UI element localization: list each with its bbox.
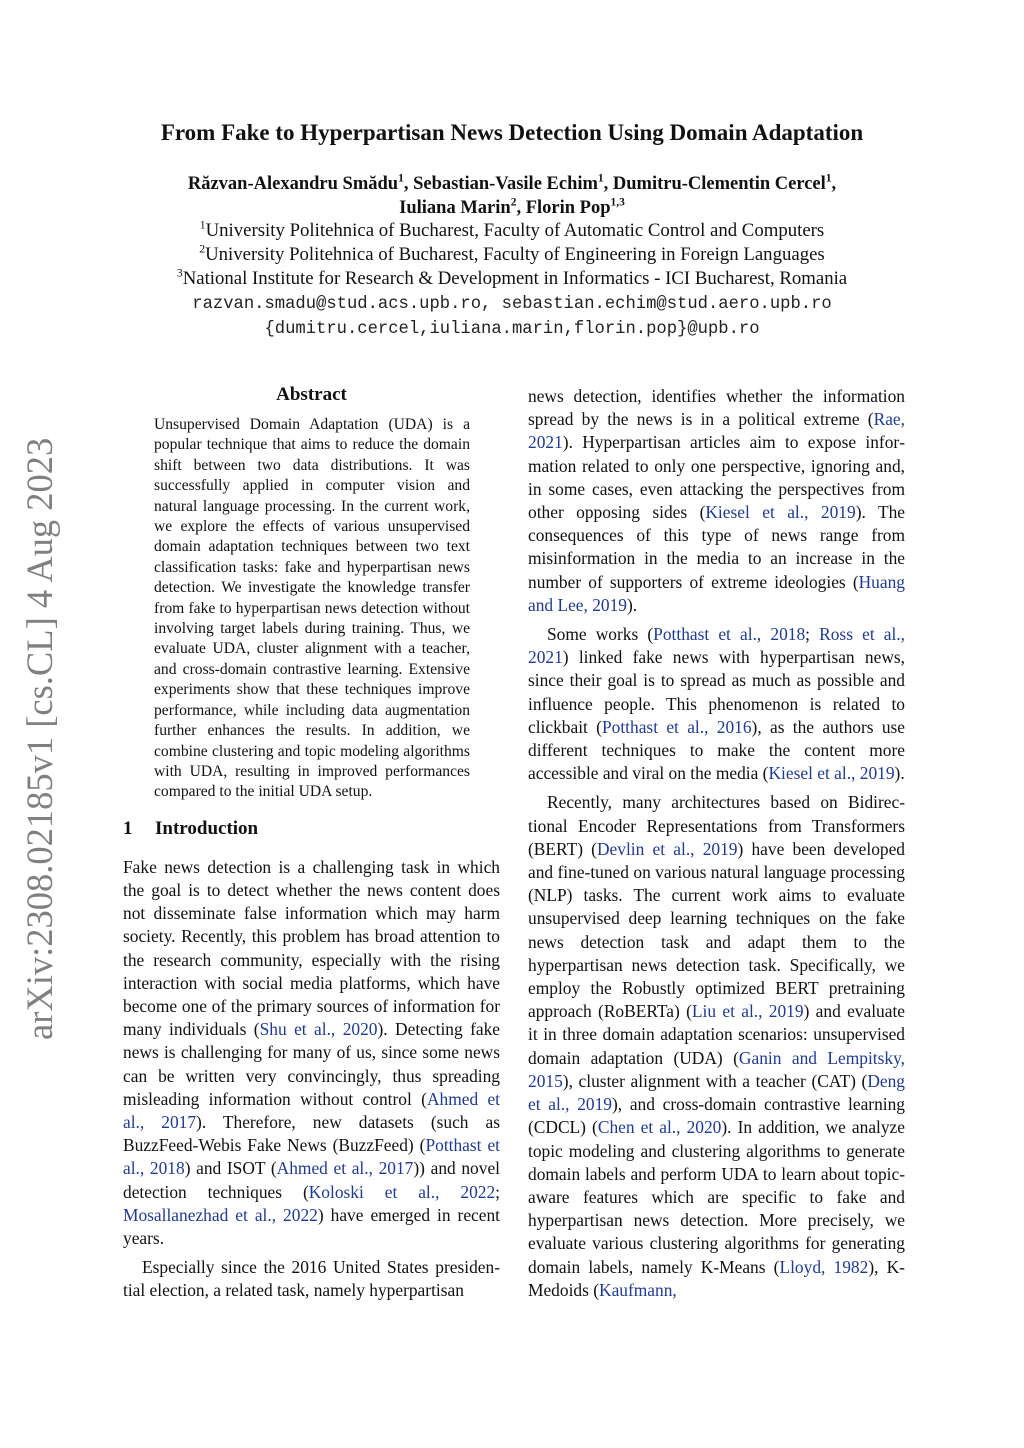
section-heading xyxy=(123,817,500,841)
citation-link[interactable]: Potthast et al., 2016 xyxy=(601,716,752,737)
citation-link[interactable]: Lloyd, 1982 xyxy=(779,1256,869,1277)
citation-link[interactable]: Kiesel et al., 2019 xyxy=(705,502,856,523)
body-paragraph xyxy=(528,385,905,617)
paragraph-text: Fake news detection is a challenging task in which the goal is to detect whether the news content does not disseminate false information which may harm society. Recently, this problem has broad attention to the research community, especially with the rising interaction with social media platforms, which have become one of the primary sources of information for many individuals ( xyxy=(123,856,500,1040)
affiliation-marker: 3 xyxy=(176,266,183,280)
email-line: razvan.smadu@stud.acs.upb.ro, sebastian.echim@stud.aero.upb.ro xyxy=(192,295,832,314)
paragraph-text: ). Hyperpartisan articles aim to expose information related to only one perspective, ignoring and, in some cases, even attacking the perspectives from other opposing sides ( xyxy=(528,432,905,523)
citation-link[interactable]: Deng et al., 2019 xyxy=(528,1070,905,1115)
author-affil-marker: 1 xyxy=(398,172,404,185)
paragraph-text: ), K-Medoids ( xyxy=(528,1256,905,1300)
citation-link[interactable]: Huang and Lee, 2019 xyxy=(528,571,905,615)
author-list: Răzvan-Alexandru Smădu$^1$, Sebastian-Vasile Echim$^1$, Dumitru-Clementin Cercel$^1$, Iuliana Marin$^2$, Florin Pop$^{1,3}$ xyxy=(187,172,837,218)
paragraph-text: ) and evaluate it in three domain adaptation scenarios: unsupervised domain adaptation (UDA) ( xyxy=(528,1001,905,1068)
citation-link[interactable]: Ahmed et al., 2017 xyxy=(276,1158,414,1179)
paragraph-text: ), cluster alignment with a teacher (CAT) ( xyxy=(562,1070,868,1091)
author-affil-marker: 1 xyxy=(825,172,832,185)
citation-link[interactable]: Rae, 2021 xyxy=(528,409,905,453)
paragraph-text: ) and ISOT ( xyxy=(184,1158,277,1179)
paragraph-text: news detection, identifies whether the information spread by the news is in a political extreme ( xyxy=(528,386,905,430)
citation-link[interactable]: Shu et al., 2020 xyxy=(259,1019,378,1040)
affiliation-text: University Politehnica of Bucharest, Faculty of Engineering in Foreign Languages xyxy=(205,244,825,265)
body-paragraph xyxy=(528,623,905,785)
affiliation-text: National Institute for Research & Development in Informatics - ICI Bucharest, Romania xyxy=(182,268,848,289)
citation-link[interactable]: Ganin and Lempitsky, 2015 xyxy=(528,1047,905,1091)
author-name: Iuliana Marin xyxy=(399,198,511,218)
body-paragraph xyxy=(123,856,500,1250)
affiliation-line xyxy=(100,267,924,291)
citation-link[interactable]: Potthast et al., 2018 xyxy=(123,1135,500,1179)
paragraph-text: ), and cross-domain contrastive learning (CDCL) ( xyxy=(528,1094,905,1138)
affiliation-marker: 1 xyxy=(199,218,206,232)
paragraph-text: ). Detecting fake news is challenging for many of us, since some news can be written very convincingly, thus spreading misleading information without control ( xyxy=(123,1019,501,1109)
author-affil-marker: 2 xyxy=(510,196,517,209)
abstract-text: Unsupervised Domain Adaptation (UDA) is a popular technique that aims to reduce the domain shift between two data distributions. It was successfully applied in computer vision and natural language processing. In the current work, we explore the effects of various unsupervised domain adaptation techniques between two text classification tasks: fake and hyperpartisan news detection. We investigate the knowledge transfer from fake to hyperpartisan news detection without involving target labels during training. Thus, we evaluate UDA, cluster alignment with a teacher, and cross-domain contrastive learning. Extensive experiments show that these techniques improve performance, while including data augmentation further enhances the results. In addition, we combine clustering and topic modeling algorithms with UDA, resulting in improved performances compared to the initial UDA setup. xyxy=(154,416,470,801)
affiliation-list xyxy=(100,219,924,291)
author-name: Sebastian-Vasile Echim xyxy=(413,174,598,194)
body-paragraph xyxy=(528,791,905,1301)
paragraph-text: ). Therefore, new datasets (such as BuzzFeed-Webis Fake News (BuzzFeed) ( xyxy=(123,1111,500,1156)
paragraph-text: Recently, many architectures based on Bidirectional Encoder Representations from Transformers (BERT) ( xyxy=(528,792,905,859)
paragraph-text: ). xyxy=(627,594,638,615)
affiliation-line xyxy=(100,219,924,243)
paragraph-text: ; xyxy=(495,1181,501,1202)
paragraph-text: ). The consequences of this type of news range from misinformation in the media to an increase in the number of supporters of extreme ideologies ( xyxy=(528,502,905,592)
paragraph-text: ) linked fake news with hyperpartisan news, since their goal is to spread as much as possible and influence people. This phenomenon is related to clickbait ( xyxy=(528,647,905,737)
citation-link[interactable]: Potthast et al., 2018 xyxy=(653,624,806,645)
paper-title: From Fake to Hyperpartisan News Detection Using Domain Adaptation xyxy=(160,120,864,145)
citation-link[interactable]: Chen et al., 2020 xyxy=(597,1117,722,1138)
abstract-heading: Abstract xyxy=(276,384,347,405)
citation-link[interactable]: Kaufmann, xyxy=(599,1279,677,1300)
paragraph-text: Some works ( xyxy=(547,624,654,645)
section-title: Introduction xyxy=(155,817,259,839)
affiliation-marker: 2 xyxy=(199,242,206,256)
email-list xyxy=(80,292,944,342)
citation-link[interactable]: Liu et al., 2019 xyxy=(691,1001,804,1022)
paragraph-text: ; xyxy=(805,624,820,645)
author-name: Dumitru-Clementin Cercel xyxy=(612,174,826,194)
right-column xyxy=(528,385,905,1308)
citation-link[interactable]: Koloski et al., 2022 xyxy=(308,1181,496,1202)
author-name: Florin Pop xyxy=(525,198,611,218)
author-affil-marker: 1 xyxy=(597,172,604,185)
citation-link[interactable]: Mosallanezhad et al., 2022 xyxy=(123,1204,318,1225)
paragraph-text: ) have been developed and fine-tuned on various natural language processing (NLP) tasks. The current work aims to evaluate unsupervised deep learning techniques on the fake news detection task and adapt them to the hyperpartisan news detection task. Specifically, we employ the Robustly optimized BERT pretraining approach (RoBERTa) ( xyxy=(528,838,906,1022)
left-column xyxy=(123,383,500,1309)
citation-link[interactable]: Ahmed et al., 2017 xyxy=(123,1088,501,1132)
citation-link[interactable]: Devlin et al., 2019 xyxy=(596,838,738,859)
paragraph-text: ), as the authors use different techniques to make the content more accessible and viral on the media ( xyxy=(528,716,906,784)
author-affil-marker: 1,3 xyxy=(610,196,625,209)
paragraph-text: ). In addition, we analyze topic modeling and clustering algorithms to generate domain labels and perform UDA to learn about topic-aware features which are specific to fake and hyperpartisan news detection. More precisely, we evaluate various clustering algorithms for generating domain labels, namely K-Means ( xyxy=(528,1117,905,1277)
arxiv-identifier: arXiv:2308.02185v1 [cs.CL] 4 Aug 2023 xyxy=(19,437,60,1040)
affiliation-line xyxy=(100,243,924,267)
paragraph-text: )) and novel detection techniques ( xyxy=(123,1158,500,1202)
affiliation-text: University Politehnica of Bucharest, Faculty of Automatic Control and Computers xyxy=(205,220,825,241)
section-number: 1 xyxy=(123,817,133,839)
citation-link[interactable]: Ross et al., 2021 xyxy=(528,624,906,668)
email-line: {dumitru.cercel,iuliana.marin,florin.pop}@upb.ro xyxy=(264,320,760,339)
author-name: Răzvan-Alexandru Smădu xyxy=(187,174,399,194)
body-paragraph: Especially since the 2016 United States presidential election, a related task, namely hyperpartisan xyxy=(123,1257,500,1301)
citation-link[interactable]: Kiesel et al., 2019 xyxy=(768,763,895,784)
paragraph-text: ). xyxy=(894,763,905,784)
paragraph-text: ) have emerged in recent years. xyxy=(123,1204,501,1248)
